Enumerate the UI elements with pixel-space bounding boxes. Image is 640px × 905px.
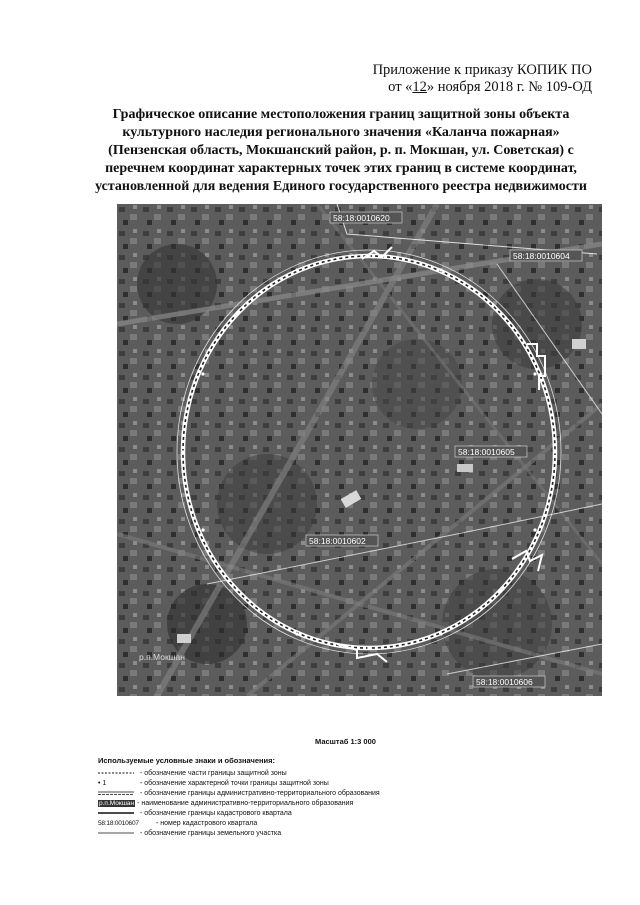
- order-reference-line1: Приложение к приказу КОПИК ПО: [372, 62, 592, 78]
- order-reference-line2: от «12» ноября 2018 г. № 109-ОД: [388, 79, 592, 95]
- order-day: 12: [412, 79, 427, 95]
- cadastral-label: 58:18:0010605: [458, 447, 515, 457]
- legend-item: - обозначение границы административно-территориального образования: [98, 788, 518, 798]
- legend-item: 58:18:0010607 - номер кадастрового квартала: [98, 819, 258, 827]
- legend-item: - обозначение границы земельного участка: [98, 828, 518, 838]
- legend: [98, 756, 518, 838]
- legend-item: - обозначение границы кадастрового квартала: [98, 808, 518, 818]
- settlement-label: р.п.Мокшан: [139, 652, 185, 662]
- legend-item: • 1 - обозначение характерной точки границы защитной зоны: [98, 779, 329, 787]
- document-title: [88, 106, 594, 196]
- legend-item: р.п.Мокшан - наименование административно-территориального образования: [99, 799, 354, 807]
- cadastral-label: 58:18:0010604: [513, 251, 570, 261]
- name-box-symbol: р.п.Мокшан: [99, 799, 135, 807]
- line-symbol: [98, 808, 140, 818]
- cadastral-label: 58:18:0010606: [476, 677, 533, 687]
- legend-item: - обозначение части границы защитной зоны: [98, 768, 518, 778]
- title-line: установленной для ведения Единого государственного реестра недвижимости: [95, 179, 587, 194]
- title-line: Графическое описание местоположения границ защитной зоны объекта: [112, 107, 570, 122]
- order-reference: [373, 62, 592, 96]
- double-line-symbol: [98, 788, 140, 798]
- legend-title: Используемые условные знаки и обозначения:: [98, 756, 276, 765]
- satellite-map: [117, 204, 602, 696]
- thin-line-symbol: [98, 828, 140, 838]
- dashed-line-symbol: [98, 768, 140, 778]
- cadastral-label: 58:18:0010620: [333, 213, 390, 223]
- point-marker-symbol: • 1: [98, 779, 107, 787]
- title-line: перечнем координат характерных точек этих границ в системе координат,: [105, 161, 577, 176]
- kvartal-number-symbol: 58:18:0010607: [98, 819, 139, 827]
- map-scale: Масштаб 1:3 000: [315, 737, 376, 746]
- cadastral-label: 58:18:0010602: [309, 536, 366, 546]
- title-line: культурного наследия регионального значения «Каланча пожарная»: [122, 125, 560, 140]
- title-line: (Пензенская область, Мокшанский район, р. п. Мокшан, ул. Советская) с: [108, 143, 574, 158]
